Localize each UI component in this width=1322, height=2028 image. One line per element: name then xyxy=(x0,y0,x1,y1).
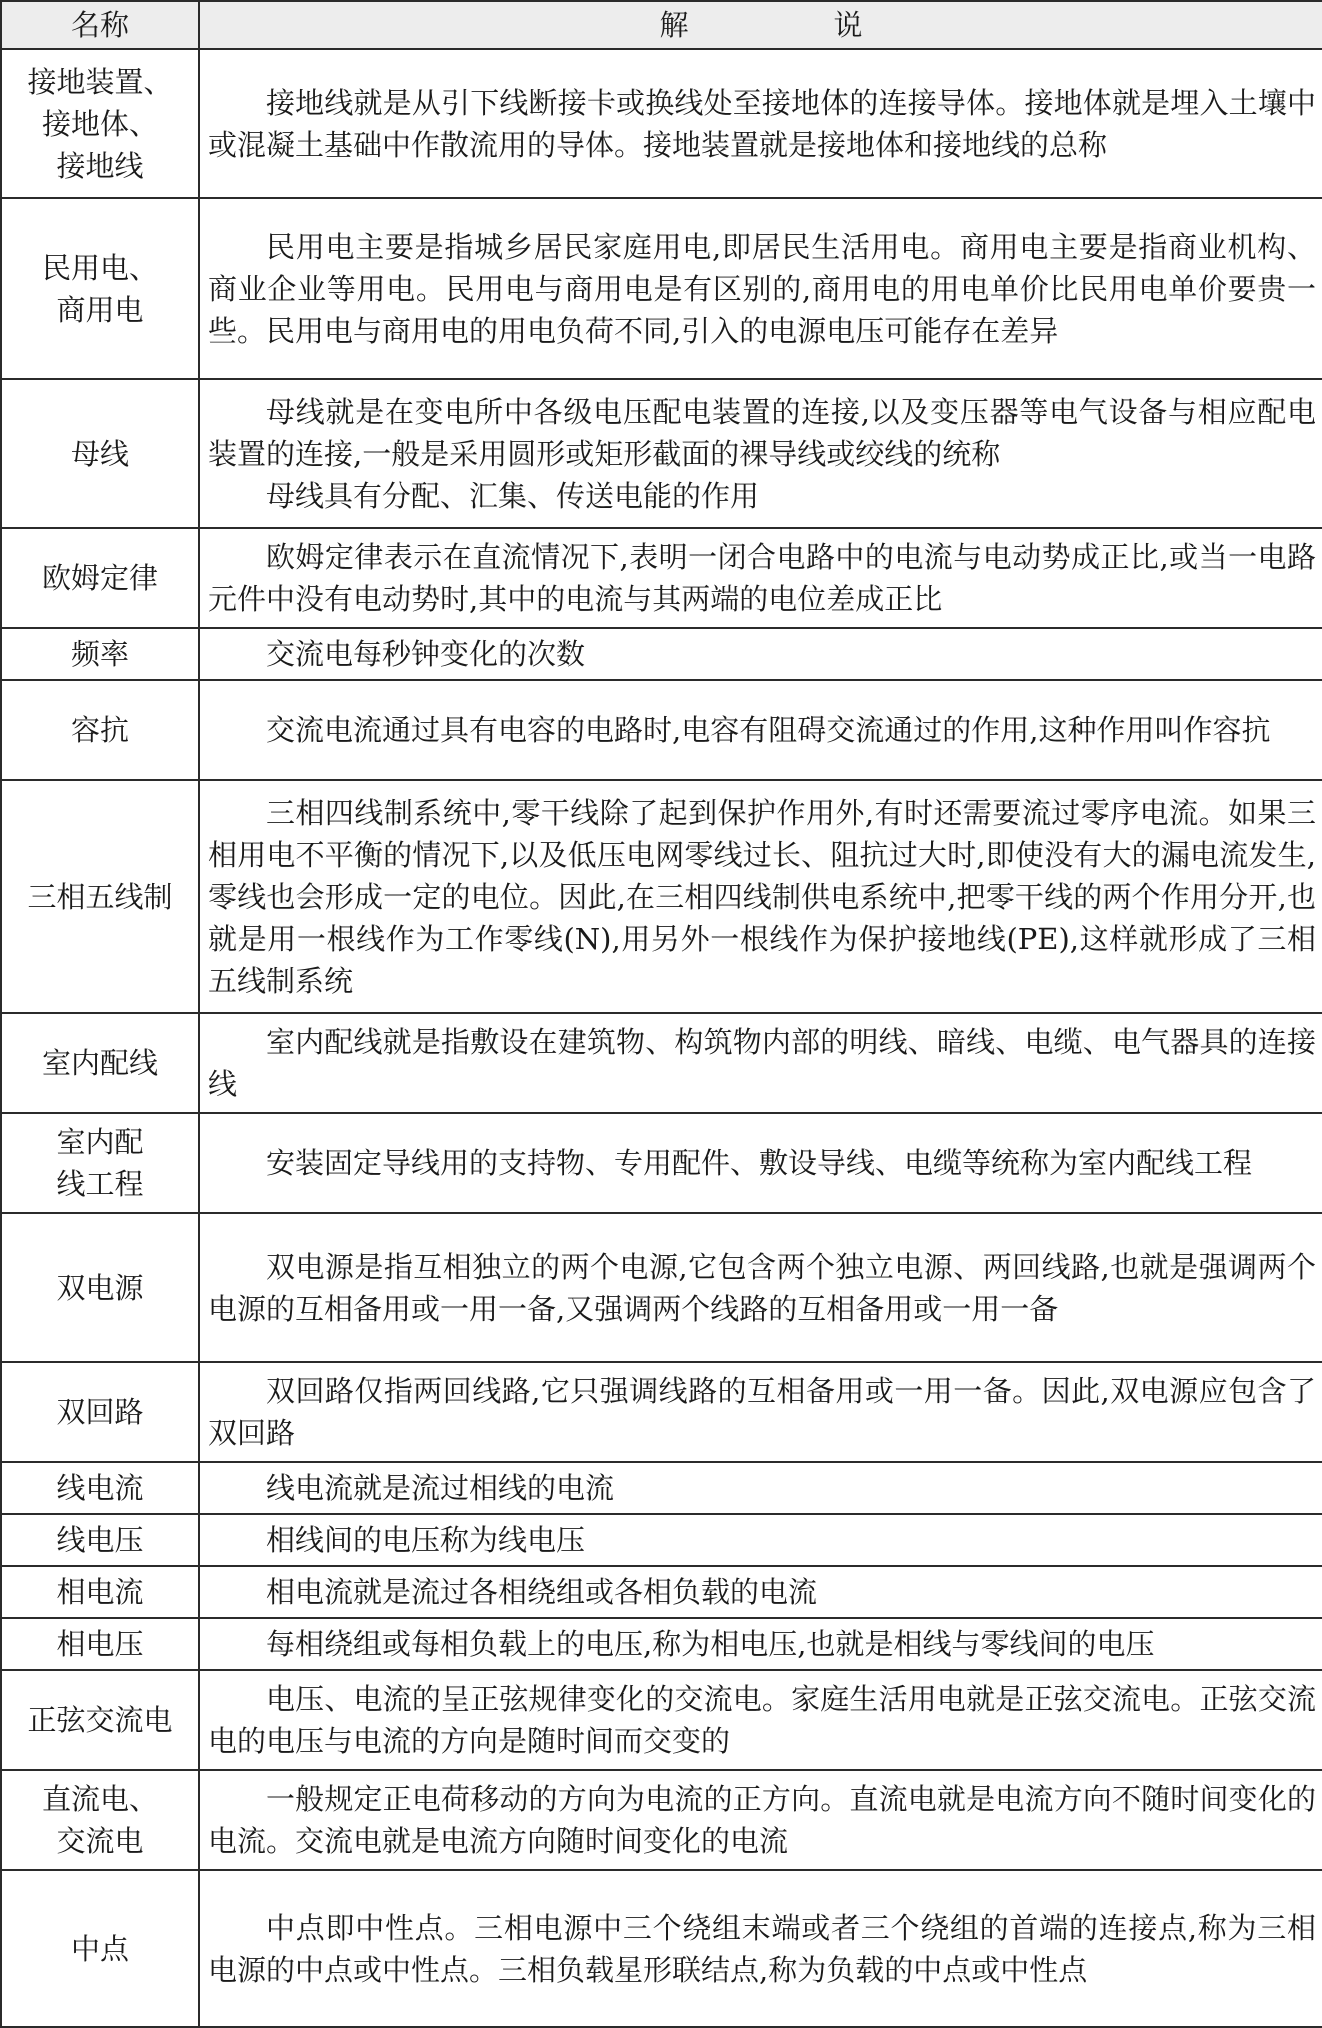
description-paragraph: 每相绕组或每相负载上的电压,称为相电压,也就是相线与零线间的电压 xyxy=(266,1627,1155,1661)
term-line: 室内配 xyxy=(56,1125,144,1159)
term-line: 中点 xyxy=(70,1931,129,1966)
description-paragraph: 欧姆定律表示在直流情况下,表明一闭合电路中的电流与电动势成正比,或当一电路元件中没有电动势时,其中的电流与其两端的电位差成正比 xyxy=(208,540,1316,616)
term-cell xyxy=(1,1618,199,1670)
description-cell xyxy=(199,1514,1322,1566)
term-cell xyxy=(1,1514,199,1566)
term-line: 交流电 xyxy=(56,1824,144,1858)
header-term: 名称 xyxy=(1,1,199,49)
description-paragraph: 中点即中性点。三相电源中三个绕组末端或者三个绕组的首端的连接点,称为三相电源的中点或中性点。三相负载星形联结点,称为负载的中点或中性点 xyxy=(208,1910,1316,1987)
description-paragraph: 电压、电流的呈正弦规律变化的交流电。家庭生活用电就是正弦交流电。正弦交流电的电压与电流的方向是随时间而交变的 xyxy=(208,1682,1316,1758)
term-cell xyxy=(1,379,199,528)
table-row xyxy=(1,628,1322,680)
table-row xyxy=(1,680,1322,780)
term-cell xyxy=(1,1113,199,1213)
description-paragraph: 一般规定正电荷移动的方向为电流的正方向。直流电就是电流方向不随时间变化的电流。交流电就是电流方向随时间变化的电流 xyxy=(208,1782,1316,1858)
term-line: 母线 xyxy=(70,436,129,471)
table-row xyxy=(1,1362,1322,1462)
term-line: 双回路 xyxy=(56,1395,144,1429)
table-row xyxy=(1,1514,1322,1566)
table-row xyxy=(1,1013,1322,1113)
term-line: 直流电、 xyxy=(41,1782,158,1816)
description-cell xyxy=(199,1013,1322,1113)
term-line: 频率 xyxy=(70,637,129,671)
term-cell xyxy=(1,528,199,628)
term-line: 线电流 xyxy=(56,1471,144,1505)
description-paragraph: 双电源是指互相独立的两个电源,它包含两个独立电源、两回线路,也就是强调两个电源的互相备用或一用一备,又强调两个线路的互相备用或一用一备 xyxy=(208,1249,1316,1326)
term-cell xyxy=(1,1870,199,2027)
term-cell xyxy=(1,780,199,1013)
term-line: 接地线 xyxy=(56,148,144,183)
term-cell xyxy=(1,1462,199,1514)
description-cell xyxy=(199,528,1322,628)
table-row xyxy=(1,1462,1322,1514)
description-cell xyxy=(199,1213,1322,1362)
term-line: 欧姆定律 xyxy=(41,561,158,595)
description-paragraph: 双回路仅指两回线路,它只强调线路的互相备用或一用一备。因此,双电源应包含了双回路 xyxy=(208,1374,1316,1450)
description-cell xyxy=(199,1870,1322,2027)
description-paragraph: 民用电主要是指城乡居民家庭用电,即居民生活用电。商用电主要是指商业机构、商业企业等用电。民用电与商用电是有区别的,商用电的用电单价比民用电单价要贵一些。民用电与商用电的用电负荷不同,引入的电源电压可能存在差异 xyxy=(208,229,1316,348)
term-line: 容抗 xyxy=(70,713,129,747)
term-line: 三相五线制 xyxy=(27,879,173,914)
description-cell xyxy=(199,1113,1322,1213)
term-cell xyxy=(1,198,199,379)
description-paragraph: 安装固定导线用的支持物、专用配件、敷设导线、电缆等统称为室内配线工程 xyxy=(266,1146,1253,1180)
description-paragraph: 交流电流通过具有电容的电路时,电容有阻碍交流通过的作用,这种作用叫作容抗 xyxy=(266,713,1271,747)
description-cell xyxy=(199,49,1322,198)
term-line: 双电源 xyxy=(56,1270,144,1305)
term-cell xyxy=(1,1670,199,1770)
description-cell xyxy=(199,1566,1322,1618)
description-paragraph: 三相四线制系统中,零干线除了起到保护作用外,有时还需要流过零序电流。如果三相用电不平衡的情况下,以及低压电网零线过长、阻抗过大时,即使没有大的漏电流发生,零线也会形成一定的电位。因此,在三相四线制供电系统中,把零干线的两个作用分开,也就是用一根线作为工作零线(N),用另外一根线作为保护接地线(PE),这样就形成了三相五线制系统 xyxy=(208,795,1316,998)
term-line: 相电压 xyxy=(56,1627,144,1661)
term-cell xyxy=(1,1213,199,1362)
description-paragraph: 相电流就是流过各相绕组或各相负载的电流 xyxy=(266,1575,818,1609)
description-cell xyxy=(199,780,1322,1013)
description-paragraph: 相线间的电压称为线电压 xyxy=(266,1523,586,1557)
term-cell xyxy=(1,1013,199,1113)
table-row xyxy=(1,1618,1322,1670)
header-row xyxy=(1,1,1322,49)
description-paragraph: 线电流就是流过相线的电流 xyxy=(266,1471,615,1505)
description-cell xyxy=(199,379,1322,528)
table-row xyxy=(1,198,1322,379)
header-description: 解 说 xyxy=(199,1,1322,49)
table-row xyxy=(1,49,1322,198)
table-row xyxy=(1,528,1322,628)
description-cell xyxy=(199,1770,1322,1870)
table-row xyxy=(1,1566,1322,1618)
description-cell xyxy=(199,1618,1322,1670)
description-cell xyxy=(199,628,1322,680)
description-cell xyxy=(199,1362,1322,1462)
table-row xyxy=(1,1670,1322,1770)
description-paragraph: 交流电每秒钟变化的次数 xyxy=(266,637,586,671)
term-line: 接地装置、 xyxy=(27,64,173,99)
term-line: 线电压 xyxy=(56,1523,144,1557)
term-cell xyxy=(1,1566,199,1618)
term-cell xyxy=(1,1362,199,1462)
table-row xyxy=(1,1870,1322,2027)
description-paragraph: 母线就是在变电所中各级电压配电装置的连接,以及变压器等电气设备与相应配电装置的连接,一般是采用圆形或矩形截面的裸导线或绞线的统称 xyxy=(208,394,1316,471)
term-line: 商用电 xyxy=(56,292,144,327)
term-line: 民用电、 xyxy=(41,250,158,285)
table-row xyxy=(1,1113,1322,1213)
description-cell xyxy=(199,1670,1322,1770)
term-line: 室内配线 xyxy=(41,1046,158,1080)
table-row xyxy=(1,379,1322,528)
description-cell xyxy=(199,198,1322,379)
description-paragraph: 室内配线就是指敷设在建筑物、构筑物内部的明线、暗线、电缆、电气器具的连接线 xyxy=(208,1025,1316,1101)
table-row xyxy=(1,1213,1322,1362)
term-line: 相电流 xyxy=(56,1575,144,1609)
term-line: 正弦交流电 xyxy=(27,1703,173,1737)
table-row xyxy=(1,1770,1322,1870)
description-paragraph: 接地线就是从引下线断接卡或换线处至接地体的连接导体。接地体就是埋入土壤中或混凝土基础中作散流用的导体。接地装置就是接地体和接地线的总称 xyxy=(208,85,1316,162)
term-line: 接地体、 xyxy=(41,106,158,141)
description-cell xyxy=(199,1462,1322,1514)
term-cell xyxy=(1,680,199,780)
term-cell xyxy=(1,49,199,198)
description-cell xyxy=(199,680,1322,780)
term-cell xyxy=(1,628,199,680)
description-paragraph: 母线具有分配、汇集、传送电能的作用 xyxy=(266,478,760,513)
table-row xyxy=(1,780,1322,1013)
term-line: 线工程 xyxy=(56,1167,144,1201)
term-cell xyxy=(1,1770,199,1870)
